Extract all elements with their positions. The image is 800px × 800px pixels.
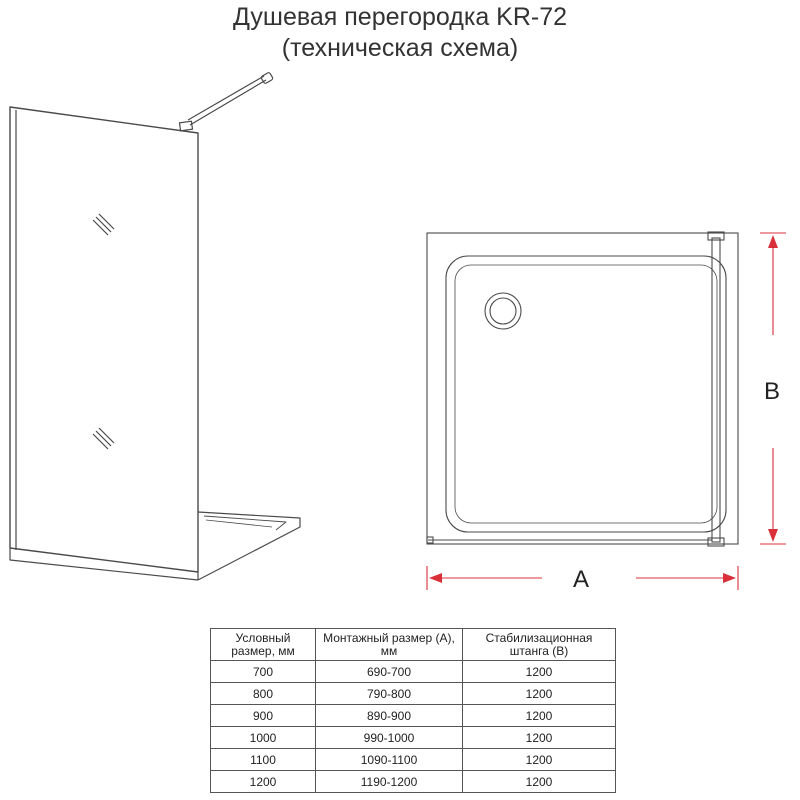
cell-nominal: 800: [211, 683, 316, 705]
table-row: [211, 749, 616, 771]
cell-mounting: 790-800: [316, 683, 463, 705]
header-mounting-size: Монтажный размер (А), мм: [316, 629, 463, 661]
cell-stabilizer: 1200: [463, 705, 616, 727]
table-header-row: [211, 629, 616, 661]
stabilizer-bar: [180, 72, 274, 131]
header-nominal-size: Условный размер, мм: [211, 629, 316, 661]
cell-nominal: 1100: [211, 749, 316, 771]
plan-view: [427, 232, 738, 546]
cell-mounting: 890-900: [316, 705, 463, 727]
tray-outline: [427, 233, 738, 544]
cell-mounting: 1190-1200: [316, 771, 463, 793]
cell-stabilizer: 1200: [463, 771, 616, 793]
cell-mounting: 690-700: [316, 661, 463, 683]
title-line-2: (техническая схема): [281, 34, 519, 62]
table-row: [211, 683, 616, 705]
cell-stabilizer: 1200: [463, 749, 616, 771]
dimension-b-label: B: [764, 378, 781, 405]
cell-stabilizer: 1200: [463, 683, 616, 705]
cell-mounting: 1090-1100: [316, 749, 463, 771]
cell-stabilizer: 1200: [463, 661, 616, 683]
dimension-a-label: A: [573, 566, 590, 593]
perspective-view: [10, 72, 300, 580]
cell-nominal: 900: [211, 705, 316, 727]
shower-tray-perspective: [10, 512, 300, 580]
size-spec-table: [210, 628, 616, 793]
cell-mounting: 990-1000: [316, 727, 463, 749]
cell-nominal: 1200: [211, 771, 316, 793]
header-stabilizer-bar: Стабилизационная штанга (В): [463, 629, 616, 661]
cell-nominal: 700: [211, 661, 316, 683]
glass-panel-plan: [427, 232, 724, 546]
table-row: [211, 727, 616, 749]
tray-inner-basin: [446, 256, 726, 532]
table-row: [211, 661, 616, 683]
glass-panel: [10, 107, 198, 572]
drain-inner: [490, 298, 516, 324]
cell-nominal: 1000: [211, 727, 316, 749]
table-row: [211, 771, 616, 793]
title-line-1: Душевая перегородка KR-72: [232, 3, 568, 31]
cell-stabilizer: 1200: [463, 727, 616, 749]
table-row: [211, 705, 616, 727]
